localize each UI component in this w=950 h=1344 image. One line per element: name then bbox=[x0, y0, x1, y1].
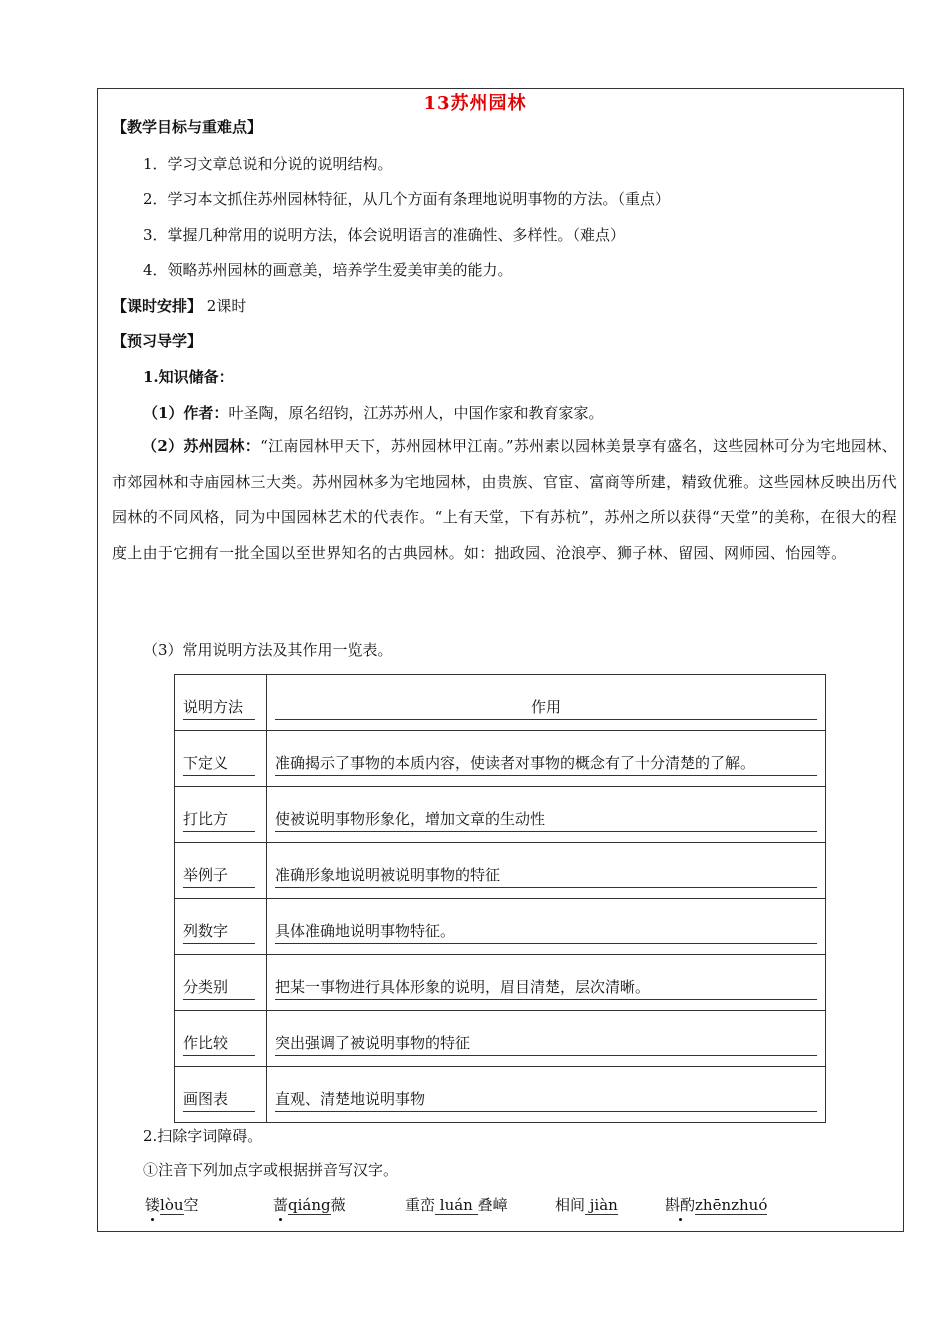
table-row bbox=[175, 1067, 826, 1123]
effect-cell: 使被说明事物形象化，增加文章的生动性 bbox=[275, 808, 817, 832]
schedule-heading: 【课时安排】 bbox=[112, 297, 203, 315]
author-line bbox=[143, 403, 603, 423]
table-row bbox=[175, 731, 826, 787]
pinyin-item: 重峦 luán 叠嶂 bbox=[405, 1196, 508, 1214]
method-cell: 分类别 bbox=[183, 976, 255, 1000]
preview-heading: 【预习导学】 bbox=[112, 332, 203, 350]
method-cell: 打比方 bbox=[183, 808, 255, 832]
knowledge-subheading: 1.知识储备： bbox=[143, 368, 234, 386]
pinyin-item: 蔷qiáng薇 bbox=[273, 1196, 346, 1214]
table-row bbox=[175, 955, 826, 1011]
method-cell: 作比较 bbox=[183, 1032, 255, 1056]
effect-cell: 准确形象地说明被说明事物的特征 bbox=[275, 864, 817, 888]
method-cell: 画图表 bbox=[183, 1088, 255, 1112]
method-cell: 列数字 bbox=[183, 920, 255, 944]
page-title: 13苏州园林 bbox=[423, 93, 527, 114]
header-effect: 作用 bbox=[275, 696, 817, 720]
goal-item: 2．学习本文抓住苏州园林特征，从几个方面有条理地说明事物的方法。（重点） bbox=[143, 190, 671, 208]
effect-cell: 准确揭示了事物的本质内容，使读者对事物的概念有了十分清楚的了解。 bbox=[275, 752, 817, 776]
gardens-label: （2）苏州园林： bbox=[142, 437, 261, 455]
schedule-value: 2课时 bbox=[206, 297, 247, 315]
method-cell: 举例子 bbox=[183, 864, 255, 888]
effect-cell: 突出强调了被说明事物的特征 bbox=[275, 1032, 817, 1056]
effect-cell: 把某一事物进行具体形象的说明，眉目清楚，层次清晰。 bbox=[275, 976, 817, 1000]
pinyin-item: 镂lòu空 bbox=[145, 1196, 199, 1214]
method-cell: 下定义 bbox=[183, 752, 255, 776]
table-caption: （3）常用说明方法及其作用一览表。 bbox=[143, 641, 393, 659]
pinyin-item: 斟酌zhēnzhuó bbox=[665, 1196, 768, 1214]
goal-item: 4．领略苏州园林的画意美，培养学生爱美审美的能力。 bbox=[143, 261, 513, 279]
vocab-subheading: 2.扫除字词障碍。 bbox=[143, 1127, 263, 1145]
table-row bbox=[175, 899, 826, 955]
goal-item: 1．学习文章总说和分说的说明结构。 bbox=[143, 155, 393, 173]
table-row bbox=[175, 787, 826, 843]
table-header-row bbox=[175, 675, 826, 731]
gardens-text: “江南园林甲天下，苏州园林甲江南。”苏州素以园林美景享有盛名，这些园林可分为宅地园林、市郊园林和寺庙园林三大类。苏州园林多为宅地园林，由贵族、官宦、富商等所建，精致优雅。这些园林反映出历代园林的不同风格，同为中国园林艺术的代表作。“上有天堂，下有苏杭”，苏州之所以获得“天堂”的美称，在很大的程度上由于它拥有一批全国以至世界知名的古典园林。如：拙政园、沧浪亭、狮子林、留园、网师园、怡园等。 bbox=[112, 437, 898, 562]
table-row bbox=[175, 843, 826, 899]
methods-table bbox=[174, 674, 826, 1123]
goals-heading: 【教学目标与重难点】 bbox=[112, 118, 263, 136]
author-text: 叶圣陶，原名绍钧，江苏苏州人，中国作家和教育家家。 bbox=[228, 404, 604, 422]
gardens-paragraph bbox=[112, 429, 897, 571]
schedule-line bbox=[112, 296, 246, 316]
goal-item: 3．掌握几种常用的说明方法，体会说明语言的准确性、多样性。（难点） bbox=[143, 226, 626, 244]
effect-cell: 直观、清楚地说明事物 bbox=[275, 1088, 817, 1112]
pinyin-item: 相间 jiàn bbox=[555, 1196, 618, 1214]
vocab-instruction: ①注音下列加点字或根据拼音写汉字。 bbox=[143, 1161, 399, 1179]
effect-cell: 具体准确地说明事物特征。 bbox=[275, 920, 817, 944]
table-row bbox=[175, 1011, 826, 1067]
header-method: 说明方法 bbox=[183, 696, 255, 720]
author-label: （1）作者： bbox=[143, 404, 229, 422]
